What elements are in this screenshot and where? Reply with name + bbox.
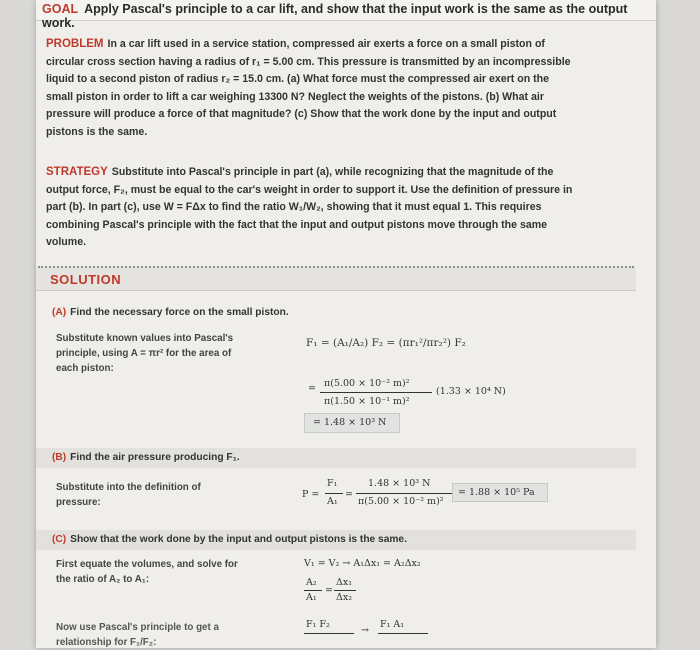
problem-line-4: pressure will produce a force of that magnitude? (c) Show that the work done by the input and output [46,108,557,120]
part-a-equation-2-denominator: π(1.50 × 10⁻¹ m)² [324,396,410,407]
problem-line-2: liquid to a second piston of radius r₂ = 15.0 cm. (a) What force must the compressed air exert on the [46,73,550,85]
part-c-equation-2-right: F₁ A₁ [380,619,405,630]
part-a-heading: (A) Find the necessary force on the small piston. [52,307,289,318]
part-a-fraction-bar [320,392,432,393]
part-a-tag: (A) [52,307,67,318]
part-b-a1: A₁ [327,496,338,507]
part-c-heading: (C) Show that the work done by the input and output pistons is the same. [52,534,407,545]
part-a-equation-1: F₁ = (A₁/A₂) F₂ = (πr₁²/πr₂²) F₂ [306,337,466,349]
goal-tag: GOAL [42,2,79,16]
part-a-label: Substitute known values into Pascal's principle, using A = πr² for the area of each piston: [56,333,234,374]
part-b-result: = 1.88 × 10⁵ Pa [458,487,535,498]
part-c-label-2: Now use Pascal's principle to get a relationship for F₁/F₂: [56,622,219,648]
part-c-equation-1: V₁ = V₂ → A₁Δx₁ = A₂Δx₂ [304,558,421,569]
part-c-ratio-dx2: Δx₂ [336,592,353,603]
problem-line-1: circular cross section having a radius of r₁ = 5.00 cm. This pressure is transmitted by an incompressible [46,55,571,68]
part-c-label-1: First equate the volumes, and solve for the ratio of A₂ to A₁: [56,559,238,585]
part-c-ratio-dx1: Δx₁ [336,577,353,588]
strategy-tag: STRATEGY [46,166,108,178]
part-b-result-box [452,483,548,502]
part-b-denominator: π(5.00 × 10⁻² m)² [358,496,444,507]
solution-title: SOLUTION [50,272,122,287]
goal-description: Apply Pascal's principle to a car lift, and show that the input work is the same as the output work. [42,2,628,30]
strategy-line-2: part (b). In part (c), use W = FΔx to find the ratio W₁/W₂, showing that it must equal 1. This requires [46,201,542,213]
strategy-section [46,164,636,252]
part-a-result: = 1.48 × 10³ N [313,417,387,428]
part-b-numerator: 1.48 × 10³ N [368,478,431,489]
part-b-tag: (B) [52,452,67,463]
part-a-result-box [304,413,400,433]
document-page: GOAL Apply Pascal's principle to a car lift, and show that the input work is the same as the output work. PROBLEM In a car lift used in a service station, compressed air exerts a force on a small piston of circular cross section having a radius of r₁ = 5.00 cm. This pressure is transmitted by an incompressible liquid to a second piston of radius r₂ = 15.0 cm. (a) What force must the compressed air exert on the small piston in order to lift a car weighing 13300 N? Neglect the weights of the pistons. (b) What air pressure will produce a force of that magnitude? (c) Show that the work done by the input and output pistons is the same. STRATEGY Substitute into Pascal's principle in part (a), while recognizing that the magnitude of the output force, F₂, must be equal to the car's weight in order to support it. Use the definition of pressure in part (b). In part (c), use W = FΔx to find the ratio W₁/W₂, showing that it must equal 1. This requires combining Pascal's principle with the fact that the input and output pistons move through the same volume. SOLUTION (A) Find the necessary force on the small piston. Substitute known values into Pascal's principle, using A = πr² for the area of each piston: F₁ = (A₁/A₂) F₂ = (πr₁²/πr₂²) F₂ π(5.00 × 10⁻² m)² = π(1.50 × 10⁻¹ m)² (1.33 × 10⁴ N) = 1.48 × 10³ N (B) Find the air pressure producing F₁. Substitute into the definition of pressure: P = F₁ A₁ = 1.48 × 10³ N π(5.00 × 10⁻² m)² = 1.88 × 10⁵ Pa (C) Show that the work done by the input and output pistons is the same. First equate the volumes, and solve for the ratio of A₂ to A₁: V₁ = V₂ → A₁Δx₁ = A₂Δx₂ A₂ A₁ = Δx₁ Δx₂ Now use Pascal's principle to get a relationship for F₁/F₂: F₁ F₂ → F₁ A₁ [36,0,656,648]
part-b-heading: (B) Find the air pressure producing F₁. [52,452,240,463]
part-b-p-lhs: P = [302,489,320,500]
strategy-line-4: volume. [46,236,87,248]
strategy-line-0: STRATEGY Substitute into Pascal's principle in part (a), while recognizing that the magnitude of the [46,166,554,178]
part-b-f1: F₁ [327,478,338,489]
solution-header [36,268,636,291]
part-a-equation-2-factor: (1.33 × 10⁴ N) [436,386,506,397]
strategy-line-1: output force, F₂, must be equal to the car's weight in order to support it. Use the definition of pressure in [46,183,573,196]
part-c-ratio-a1: A₁ [306,592,317,603]
problem-section [46,36,636,141]
problem-tag: PROBLEM [46,38,104,50]
goal-text [42,2,656,30]
part-c-equation-2-left: F₁ F₂ [306,619,330,630]
part-a-equation-2-numerator: π(5.00 × 10⁻² m)² [324,378,410,389]
part-c-tag: (C) [52,534,67,545]
problem-line-3: small piston in order to lift a car weighing 13300 N? Neglect the weights of the pistons. (b) What air [46,90,544,103]
problem-line-0: PROBLEM In a car lift used in a service station, compressed air exerts a force on a small piston of [46,38,545,50]
strategy-line-3: combining Pascal's principle with the fact that the input and output pistons move through the same [46,218,548,231]
problem-line-5: pistons is the same. [46,125,148,138]
goal-bar [36,0,656,30]
part-b-label: Substitute into the definition of pressure: [56,482,201,508]
part-c-ratio-a2: A₂ [306,577,317,588]
